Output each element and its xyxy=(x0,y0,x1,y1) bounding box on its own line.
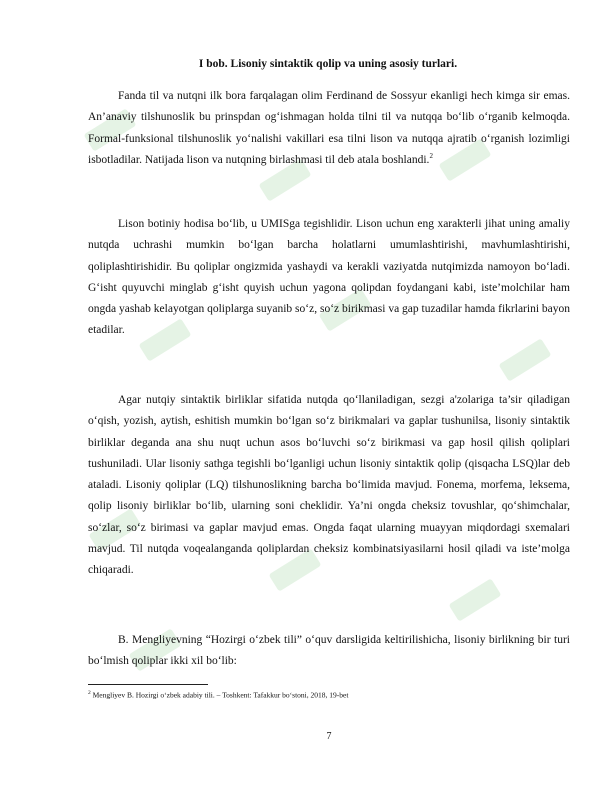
watermark-mark xyxy=(448,578,501,621)
paragraph-text: Fanda til va nutqni ilk bora farqalagan olim Ferdinand de Sossyur ekanligi hech kimga sir emas. An’anaviy tilshunoslik bu prinspdan og‘ishmagan holda tilni til va nutqqa bo‘lib o‘rganib kelmoqda. Formal-funksional tilshunoslik yo‘nalishi vakillari esa tilni lison va nutqqa ajratib o‘rganish lozimligi isbotladilar. Natijada lison va nutqning birlashmasi til deb atala boshlandi. xyxy=(88,90,570,166)
watermark-mark xyxy=(498,338,551,381)
paragraph xyxy=(88,86,570,171)
footnote-text: Mengliyev B. Hozirgi o‘zbek adabiy tili. – Toshkent: Tafakkur bo‘stoni, 2018, 19-bet xyxy=(92,690,349,700)
footnote-marker: 2 xyxy=(88,690,91,696)
paragraph xyxy=(88,214,570,342)
chapter-title: I bob. Lisoniy sintaktik qolip va uning asosiy turlari. xyxy=(198,58,458,70)
paragraph-text: Agar nutqiy sintaktik birliklar sifatida nutqda qo‘llaniladigan, sezgi a'zolariga ta’sir qiladigan o‘qish, yozish, aytish, eshitish mumkin bo‘lgan so‘z birikmalari va gaplar tushunilsa, lisoniy sintaktik birliklar deganda ana shu nuqt uchun asos bo‘luvchi so‘z birikmasi va gap hosil qilish qoliplari tushuniladi. Ular lisoniy sathga tegishli bo‘lganligi uchun lisoniy sintaktik qolip (qisqacha LSQ)lar deb ataladi. Lisoniy qoliplar (LQ) tilshunoslikning barcha bo‘limida mavjud. Fonema, morfema, leksema, qolip lisoniy birliklar bo‘lib, ularning soni cheklidir. Ya’ni ongda cheksiz tovushlar, qo‘shimchalar, so‘zlar, so‘z birimasi va gaplar mavjud emas. Ongda faqat ularning muayyan miqdordagi sxemalari mavjud. Til nutqda voqealanganda qoliplardan cheksiz kombinatsiyasilarni hosil qiladi va iste’molga chiqaradi. xyxy=(88,394,570,577)
footnote xyxy=(88,688,570,701)
paragraph xyxy=(88,630,570,673)
page-number: 7 xyxy=(326,731,332,742)
paragraph-text: Lison botiniy hodisa bo‘lib, u UMISga tegishlidir. Lison uchun eng xarakterli jihat uning amaliy nutqda uchrashi mumkin bo‘lgan barcha holatlarni umumlashtirishi, mavhumlashtirishi, qoliplashtirishidir. Bu qoliplar ongizmida yashaydi va kerakli vaziyatda nutqimizda namoyon bo‘ladi. G‘isht quyuvchi minglab g‘isht quyish uchun yagona qolipdan foydangani kabi, iste’molchilar ham ongda yashab kelayotgan qoliplarga suyanib so‘z, so‘z birikmasi va gap tuzadilar hamda fikrlarini bayon etadilar. xyxy=(88,218,571,337)
paragraph xyxy=(88,390,570,582)
footnote-ref[interactable]: 2 xyxy=(429,152,433,161)
footnote-divider xyxy=(88,684,208,685)
paragraph-text: B. Mengliyevning “Hozirgi o‘zbek tili” o‘quv darsligida keltirilishicha, lisoniy birlikning bir turi bo‘lmish qoliplar ikki xil bo‘lib: xyxy=(88,634,570,668)
